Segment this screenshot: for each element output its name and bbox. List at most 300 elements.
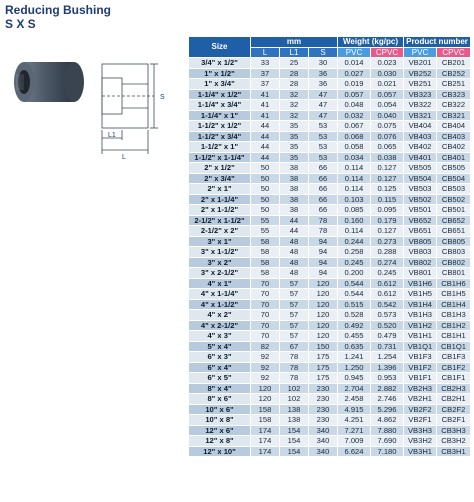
weight-cpvc-cell: 0.065 — [371, 142, 404, 153]
product-pvc-cell: VB1H1 — [404, 331, 437, 342]
product-pvc-cell: VB802 — [404, 257, 437, 268]
weight-pvc-cell: 0.103 — [338, 194, 371, 205]
l-cell: 41 — [251, 100, 280, 111]
s-cell: 120 — [309, 299, 338, 310]
l-cell: 174 — [251, 425, 280, 436]
l1-cell: 28 — [280, 79, 309, 90]
l-cell: 92 — [251, 352, 280, 363]
s-cell: 66 — [309, 163, 338, 174]
l-cell: 70 — [251, 299, 280, 310]
size-cell: 3" x 2" — [189, 257, 251, 268]
product-pvc-cell: VB1F1 — [404, 373, 437, 384]
page-title: Reducing Bushing — [5, 3, 111, 17]
spec-table — [188, 36, 471, 457]
weight-pvc-cell: 0.019 — [338, 79, 371, 90]
l1-cell: 35 — [280, 152, 309, 163]
product-cpvc-cell: CB2H1 — [437, 394, 471, 405]
l-cell: 70 — [251, 310, 280, 321]
product-pvc-cell: VB1F3 — [404, 352, 437, 363]
col-product-cpvc-header: CPVC — [437, 47, 471, 58]
size-cell: 12" x 8" — [189, 436, 251, 447]
bushing-figure — [4, 44, 180, 170]
size-cell: 4" x 2-1/2" — [189, 320, 251, 331]
l-cell: 158 — [251, 404, 280, 415]
weight-cpvc-cell: 0.127 — [371, 173, 404, 184]
product-pvc-cell: VB503 — [404, 184, 437, 195]
mm-header: mm — [251, 37, 338, 48]
l-cell: 37 — [251, 79, 280, 90]
s-cell: 340 — [309, 446, 338, 457]
l-cell: 50 — [251, 184, 280, 195]
l1-cell: 138 — [280, 415, 309, 426]
l1-cell: 154 — [280, 436, 309, 447]
weight-cpvc-cell: 0.612 — [371, 278, 404, 289]
size-cell: 1-1/2" x 1" — [189, 142, 251, 153]
product-cpvc-cell: CB1Q1 — [437, 341, 471, 352]
l1-cell: 44 — [280, 226, 309, 237]
s-cell: 78 — [309, 215, 338, 226]
product-pvc-cell: VB401 — [404, 152, 437, 163]
l-cell: 92 — [251, 362, 280, 373]
weight-cpvc-cell: 7.880 — [371, 425, 404, 436]
product-pvc-cell: VB1H6 — [404, 278, 437, 289]
table-row — [189, 184, 471, 195]
l-cell: 55 — [251, 215, 280, 226]
l1-cell: 138 — [280, 404, 309, 415]
s-cell: 120 — [309, 331, 338, 342]
product-pvc-cell: VB2H1 — [404, 394, 437, 405]
product-cpvc-cell: CB501 — [437, 205, 471, 216]
table-row — [189, 320, 471, 331]
weight-pvc-cell: 0.544 — [338, 278, 371, 289]
l1-cell: 78 — [280, 362, 309, 373]
weight-pvc-cell: 0.067 — [338, 121, 371, 132]
product-cpvc-cell: CB803 — [437, 247, 471, 258]
weight-cpvc-cell: 0.125 — [371, 184, 404, 195]
s-cell: 94 — [309, 247, 338, 258]
product-cpvc-cell: CB401 — [437, 152, 471, 163]
weight-pvc-cell: 0.455 — [338, 331, 371, 342]
weight-cpvc-cell: 0.075 — [371, 121, 404, 132]
product-pvc-cell: VB1H4 — [404, 299, 437, 310]
s-cell: 53 — [309, 131, 338, 142]
size-cell: 1-1/2" x 3/4" — [189, 131, 251, 142]
table-row — [189, 68, 471, 79]
product-cpvc-cell: CB1F1 — [437, 373, 471, 384]
table-row — [189, 121, 471, 132]
product-pvc-cell: VB322 — [404, 100, 437, 111]
l1-cell: 78 — [280, 352, 309, 363]
weight-cpvc-cell: 0.731 — [371, 341, 404, 352]
l-cell: 33 — [251, 58, 280, 69]
table-row — [189, 341, 471, 352]
weight-pvc-cell: 0.014 — [338, 58, 371, 69]
l-cell: 44 — [251, 152, 280, 163]
product-pvc-cell: VB651 — [404, 226, 437, 237]
product-pvc-cell: VB1H2 — [404, 320, 437, 331]
product-cpvc-cell: CB504 — [437, 173, 471, 184]
table-row — [189, 89, 471, 100]
l-cell: 37 — [251, 68, 280, 79]
table-row — [189, 278, 471, 289]
weight-pvc-cell: 1.250 — [338, 362, 371, 373]
table-row — [189, 142, 471, 153]
size-cell: 1-1/4" x 1/2" — [189, 89, 251, 100]
table-row — [189, 152, 471, 163]
l-cell: 58 — [251, 257, 280, 268]
spec-table-body — [189, 58, 471, 457]
product-pvc-cell: VB251 — [404, 79, 437, 90]
s-cell: 230 — [309, 383, 338, 394]
weight-pvc-cell: 0.114 — [338, 163, 371, 174]
product-pvc-cell: VB805 — [404, 236, 437, 247]
l-cell: 41 — [251, 89, 280, 100]
table-row — [189, 247, 471, 258]
table-row — [189, 205, 471, 216]
s-cell: 94 — [309, 268, 338, 279]
weight-cpvc-cell: 0.542 — [371, 299, 404, 310]
table-row — [189, 268, 471, 279]
product-pvc-cell: VB505 — [404, 163, 437, 174]
s-cell: 66 — [309, 173, 338, 184]
l-cell: 120 — [251, 383, 280, 394]
product-pvc-cell: VB403 — [404, 131, 437, 142]
l-cell: 58 — [251, 247, 280, 258]
product-cpvc-cell: CB3H1 — [437, 446, 471, 457]
weight-cpvc-cell: 0.953 — [371, 373, 404, 384]
weight-pvc-cell: 0.635 — [338, 341, 371, 352]
s-cell: 230 — [309, 404, 338, 415]
weight-pvc-cell: 0.945 — [338, 373, 371, 384]
s-cell: 66 — [309, 184, 338, 195]
table-row — [189, 404, 471, 415]
product-cpvc-cell: CB404 — [437, 121, 471, 132]
product-cpvc-cell: CB251 — [437, 79, 471, 90]
size-cell: 4" x 1" — [189, 278, 251, 289]
weight-cpvc-cell: 0.054 — [371, 100, 404, 111]
l1-cell: 32 — [280, 110, 309, 121]
table-row — [189, 79, 471, 90]
l1-cell: 102 — [280, 383, 309, 394]
size-cell: 4" x 1-1/4" — [189, 289, 251, 300]
weight-pvc-cell: 0.034 — [338, 152, 371, 163]
l1-cell: 57 — [280, 289, 309, 300]
l1-cell: 48 — [280, 268, 309, 279]
size-cell: 2-1/2" x 2" — [189, 226, 251, 237]
size-cell: 1-1/4" x 3/4" — [189, 100, 251, 111]
size-cell: 8" x 4" — [189, 383, 251, 394]
product-cpvc-cell: CB1H4 — [437, 299, 471, 310]
size-cell: 2" x 1-1/4" — [189, 194, 251, 205]
weight-cpvc-cell: 0.573 — [371, 310, 404, 321]
weight-pvc-cell: 2.458 — [338, 394, 371, 405]
table-row — [189, 236, 471, 247]
product-pvc-cell: VB3H3 — [404, 425, 437, 436]
l-cell: 70 — [251, 278, 280, 289]
s-cell: 340 — [309, 425, 338, 436]
weight-pvc-cell: 7.009 — [338, 436, 371, 447]
weight-cpvc-cell: 0.038 — [371, 152, 404, 163]
size-cell: 12" x 10" — [189, 446, 251, 457]
s-cell: 120 — [309, 289, 338, 300]
size-cell: 2" x 1-1/2" — [189, 205, 251, 216]
product-cpvc-cell: CB3H2 — [437, 436, 471, 447]
size-cell: 1" x 3/4" — [189, 79, 251, 90]
size-cell: 4" x 3" — [189, 331, 251, 342]
product-cpvc-cell: CB1F3 — [437, 352, 471, 363]
product-cpvc-cell: CB322 — [437, 100, 471, 111]
table-row — [189, 289, 471, 300]
s-cell: 175 — [309, 362, 338, 373]
l-cell: 70 — [251, 331, 280, 342]
product-cpvc-cell: CB1F2 — [437, 362, 471, 373]
l-cell: 44 — [251, 121, 280, 132]
dimension-s-label: S — [160, 94, 165, 101]
size-cell: 3/4" x 1/2" — [189, 58, 251, 69]
weight-cpvc-cell: 2.746 — [371, 394, 404, 405]
weight-pvc-cell: 0.057 — [338, 89, 371, 100]
table-row — [189, 310, 471, 321]
weight-cpvc-cell: 0.030 — [371, 68, 404, 79]
l-cell: 58 — [251, 268, 280, 279]
product-cpvc-cell: CB402 — [437, 142, 471, 153]
l-cell: 70 — [251, 289, 280, 300]
table-row — [189, 362, 471, 373]
s-cell: 53 — [309, 121, 338, 132]
col-weight-cpvc-header: CPVC — [371, 47, 404, 58]
s-cell: 230 — [309, 394, 338, 405]
weight-pvc-cell: 6.624 — [338, 446, 371, 457]
weight-cpvc-cell: 1.254 — [371, 352, 404, 363]
l1-cell: 35 — [280, 142, 309, 153]
product-cpvc-cell: CB1H6 — [437, 278, 471, 289]
l-cell: 70 — [251, 320, 280, 331]
l1-cell: 38 — [280, 194, 309, 205]
s-cell: 36 — [309, 68, 338, 79]
weight-cpvc-cell: 0.520 — [371, 320, 404, 331]
product-cpvc-cell: CB502 — [437, 194, 471, 205]
l1-cell: 57 — [280, 278, 309, 289]
l1-cell: 32 — [280, 100, 309, 111]
weight-cpvc-cell: 0.040 — [371, 110, 404, 121]
weight-cpvc-cell: 0.127 — [371, 226, 404, 237]
product-cpvc-cell: CB2F2 — [437, 404, 471, 415]
l-cell: 41 — [251, 110, 280, 121]
product-pvc-cell: VB2F2 — [404, 404, 437, 415]
table-row — [189, 215, 471, 226]
weight-pvc-cell: 0.528 — [338, 310, 371, 321]
size-cell: 3" x 1" — [189, 236, 251, 247]
l1-cell: 57 — [280, 331, 309, 342]
product-cpvc-cell: CB3H3 — [437, 425, 471, 436]
weight-cpvc-cell: 0.179 — [371, 215, 404, 226]
weight-pvc-cell: 0.114 — [338, 173, 371, 184]
dimension-l-label: L — [122, 154, 126, 161]
weight-cpvc-cell: 0.288 — [371, 247, 404, 258]
l1-cell: 57 — [280, 299, 309, 310]
l-cell: 158 — [251, 415, 280, 426]
product-pvc-cell: VB252 — [404, 68, 437, 79]
product-pvc-cell: VB321 — [404, 110, 437, 121]
weight-pvc-cell: 0.032 — [338, 110, 371, 121]
product-pvc-cell: VB404 — [404, 121, 437, 132]
table-row — [189, 194, 471, 205]
s-cell: 66 — [309, 194, 338, 205]
product-cpvc-cell: CB651 — [437, 226, 471, 237]
product-pvc-cell: VB502 — [404, 194, 437, 205]
weight-cpvc-cell: 0.479 — [371, 331, 404, 342]
s-cell: 94 — [309, 236, 338, 247]
product-cpvc-cell: CB252 — [437, 68, 471, 79]
size-cell: 4" x 2" — [189, 310, 251, 321]
s-cell: 175 — [309, 352, 338, 363]
product-pvc-cell: VB1H3 — [404, 310, 437, 321]
product-cpvc-cell: CB201 — [437, 58, 471, 69]
l-cell: 174 — [251, 436, 280, 447]
table-row — [189, 436, 471, 447]
table-row — [189, 163, 471, 174]
weight-pvc-cell: 7.271 — [338, 425, 371, 436]
product-pvc-cell: VB323 — [404, 89, 437, 100]
product-cpvc-cell: CB652 — [437, 215, 471, 226]
weight-cpvc-cell: 0.021 — [371, 79, 404, 90]
page-subtitle: S X S — [5, 17, 36, 31]
s-cell: 47 — [309, 110, 338, 121]
l1-cell: 44 — [280, 215, 309, 226]
col-l-header: L — [251, 47, 280, 58]
l1-cell: 48 — [280, 257, 309, 268]
s-cell: 94 — [309, 257, 338, 268]
weight-cpvc-cell: 0.274 — [371, 257, 404, 268]
weight-cpvc-cell: 1.396 — [371, 362, 404, 373]
weight-cpvc-cell: 7.690 — [371, 436, 404, 447]
weight-pvc-cell: 0.245 — [338, 257, 371, 268]
product-pvc-cell: VB3H1 — [404, 446, 437, 457]
size-cell: 2" x 3/4" — [189, 173, 251, 184]
weight-cpvc-cell: 2.882 — [371, 383, 404, 394]
product-cpvc-cell: CB323 — [437, 89, 471, 100]
product-pvc-cell: VB1H5 — [404, 289, 437, 300]
l-cell: 50 — [251, 194, 280, 205]
weight-pvc-cell: 0.027 — [338, 68, 371, 79]
table-row — [189, 131, 471, 142]
l1-cell: 57 — [280, 320, 309, 331]
product-pvc-cell: VB801 — [404, 268, 437, 279]
bushing-photo — [14, 62, 84, 102]
s-cell: 230 — [309, 415, 338, 426]
l1-cell: 102 — [280, 394, 309, 405]
weight-pvc-cell: 0.114 — [338, 226, 371, 237]
l-cell: 92 — [251, 373, 280, 384]
size-cell: 3" x 1-1/2" — [189, 247, 251, 258]
l1-cell: 57 — [280, 310, 309, 321]
s-cell: 175 — [309, 373, 338, 384]
size-cell: 1-1/4" x 1" — [189, 110, 251, 121]
size-cell: 1-1/2" x 1/2" — [189, 121, 251, 132]
size-cell: 3" x 2-1/2" — [189, 268, 251, 279]
l1-cell: 32 — [280, 89, 309, 100]
s-cell: 47 — [309, 100, 338, 111]
l-cell: 120 — [251, 394, 280, 405]
product-pvc-cell: VB504 — [404, 173, 437, 184]
product-pvc-cell: VB803 — [404, 247, 437, 258]
weight-cpvc-cell: 0.076 — [371, 131, 404, 142]
col-l1-header: L1 — [280, 47, 309, 58]
col-s-header: S — [309, 47, 338, 58]
product-cpvc-cell: CB1H1 — [437, 331, 471, 342]
weight-pvc-cell: 0.258 — [338, 247, 371, 258]
dimension-l1-label: L1 — [108, 132, 116, 139]
weight-pvc-cell: 0.492 — [338, 320, 371, 331]
weight-pvc-cell: 4.915 — [338, 404, 371, 415]
s-cell: 30 — [309, 58, 338, 69]
l-cell: 50 — [251, 163, 280, 174]
l-cell: 44 — [251, 142, 280, 153]
size-cell: 10" x 8" — [189, 415, 251, 426]
size-cell: 8" x 6" — [189, 394, 251, 405]
weight-cpvc-cell: 0.127 — [371, 163, 404, 174]
weight-cpvc-cell: 7.180 — [371, 446, 404, 457]
l1-cell: 38 — [280, 184, 309, 195]
weight-pvc-cell: 0.160 — [338, 215, 371, 226]
product-pvc-cell: VB1Q1 — [404, 341, 437, 352]
product-cpvc-cell: CB801 — [437, 268, 471, 279]
l1-cell: 38 — [280, 205, 309, 216]
product-number-header: Product number — [404, 37, 471, 48]
weight-cpvc-cell: 5.296 — [371, 404, 404, 415]
product-pvc-cell: VB201 — [404, 58, 437, 69]
s-cell: 120 — [309, 278, 338, 289]
table-row — [189, 100, 471, 111]
table-row — [189, 383, 471, 394]
product-cpvc-cell: CB321 — [437, 110, 471, 121]
size-cell: 12" x 6" — [189, 425, 251, 436]
weight-pvc-cell: 0.048 — [338, 100, 371, 111]
s-cell: 53 — [309, 142, 338, 153]
product-cpvc-cell: CB2H3 — [437, 383, 471, 394]
product-pvc-cell: VB2H3 — [404, 383, 437, 394]
l-cell: 44 — [251, 131, 280, 142]
table-row — [189, 446, 471, 457]
weight-pvc-cell: 0.515 — [338, 299, 371, 310]
l-cell: 50 — [251, 205, 280, 216]
size-cell: 2" x 1/2" — [189, 163, 251, 174]
col-product-pvc-header: PVC — [404, 47, 437, 58]
weight-pvc-cell: 0.200 — [338, 268, 371, 279]
l-cell: 82 — [251, 341, 280, 352]
l1-cell: 38 — [280, 173, 309, 184]
cross-section-drawing — [102, 64, 158, 154]
weight-pvc-cell: 0.114 — [338, 184, 371, 195]
product-pvc-cell: VB2F1 — [404, 415, 437, 426]
l1-cell: 48 — [280, 236, 309, 247]
product-cpvc-cell: CB2F1 — [437, 415, 471, 426]
weight-cpvc-cell: 0.057 — [371, 89, 404, 100]
size-cell: 1" x 1/2" — [189, 68, 251, 79]
l1-cell: 25 — [280, 58, 309, 69]
table-row — [189, 394, 471, 405]
table-row — [189, 173, 471, 184]
product-pvc-cell: VB501 — [404, 205, 437, 216]
size-cell: 1-1/2" x 1-1/4" — [189, 152, 251, 163]
l-cell: 50 — [251, 173, 280, 184]
product-pvc-cell: VB3H2 — [404, 436, 437, 447]
s-cell: 78 — [309, 226, 338, 237]
product-pvc-cell: VB402 — [404, 142, 437, 153]
l-cell: 174 — [251, 446, 280, 457]
s-cell: 120 — [309, 320, 338, 331]
l1-cell: 35 — [280, 131, 309, 142]
